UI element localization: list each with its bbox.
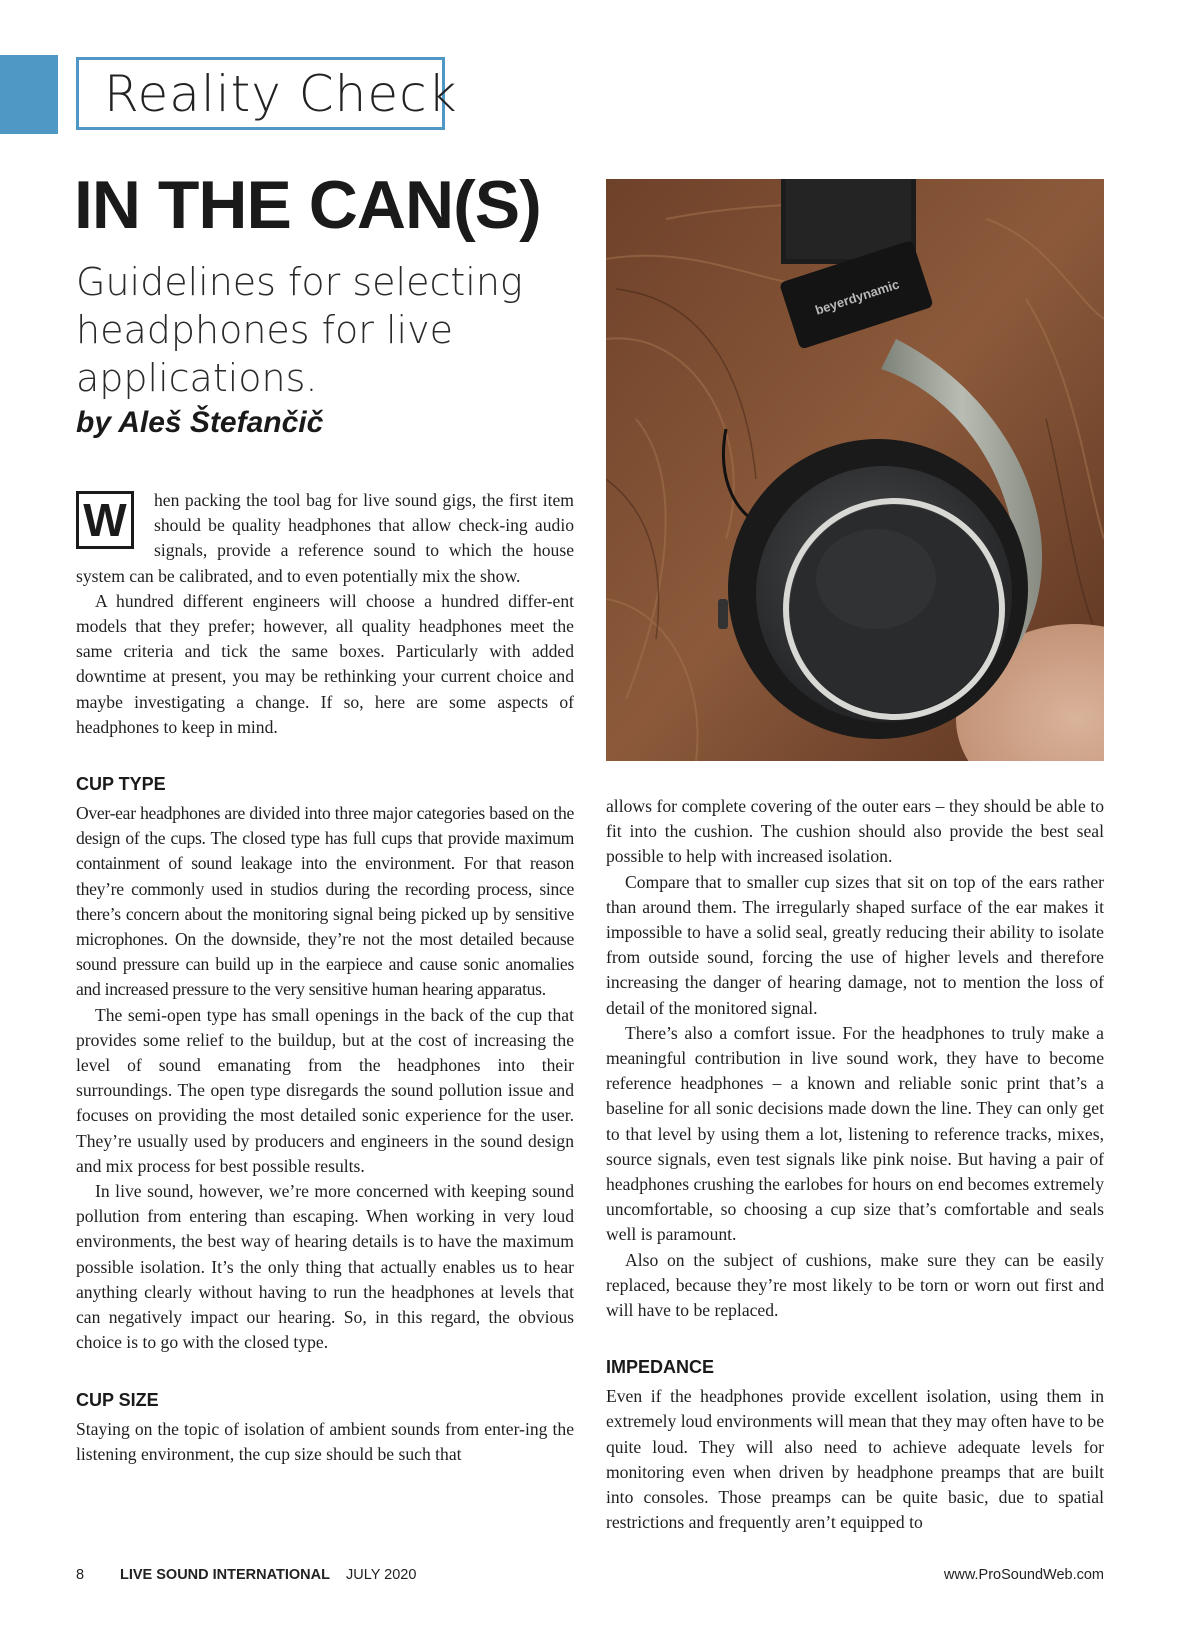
headphones-illustration xyxy=(606,179,1104,761)
cup-type-paragraph-2: The semi-open type has small openings in the back of the cup that provides some relief to the buildup, but at the cost of increasing the level of sound emanating from the headphones into their surroundings. The open type disregards the sound pollution issue and focuses on providing the most detailed sonic experience for the user. They’re usually used by producers and engineers in the sound design and mix process for best possible results. xyxy=(76,1004,574,1176)
cup-size-paragraph-3: There’s also a comfort issue. For the headphones to truly make a meaningful contribution in live sound work, they have to become reference headphones – a known and reliable sonic print that’s a baseline for all sonic decisions made down the line. They can only get to that level by using them a lot, listening to reference tracks, mixes, source signals, even test signals like pink noise. But having a pair of headphones crushing the earlobes for hours on end becomes extremely uncomfortable, so choosing a cup size that’s comfortable and seals well is paramount. xyxy=(606,1022,1104,1245)
impedance-paragraph-1: Even if the headphones provide excellent isolation, using them in extremely loud environments will mean that they may often have to be quite loud. They will also need to achieve adequate levels for monitoring even when driven by headphone preamps that are built into consoles. Those preamps can be quite basic, due to spatial restrictions and frequently aren’t equipped to xyxy=(606,1386,1104,1533)
drop-cap: W xyxy=(76,491,134,549)
article-title: IN THE CAN(S) xyxy=(74,167,541,243)
page-number: 8 xyxy=(76,1567,85,1583)
section-label: Reality Check xyxy=(76,57,445,130)
magazine-name: LIVE SOUND INTERNATIONAL xyxy=(120,1567,330,1583)
cup-size-paragraph-1: Staying on the topic of isolation of ambient sounds from enter-ing the listening environment, the cup size should be such that xyxy=(76,1418,574,1464)
section-color-tab xyxy=(0,55,58,134)
article-byline: by Aleš Štefančič xyxy=(76,406,324,439)
cup-type-paragraph-1: Over-ear headphones are divided into three major categories based on the design of the cups. The closed type has full cups that provide maximum containment of sound leakage into the environment. For that reason they’re commonly used in studios during the recording process, since there’s concern about the monitoring signal being picked up by sensitive microphones. On the downside, they’re not the most detailed because sound pressure can build up in the earpiece and cause sonic anomalies and increased pressure to the very sensitive human hearing apparatus. xyxy=(76,803,574,1000)
website-link[interactable]: www.ProSoundWeb.com xyxy=(943,1567,1104,1583)
issue-date: JULY 2020 xyxy=(346,1567,417,1583)
article-deck: Guidelines for selecting headphones for live applications. xyxy=(76,260,523,400)
intro-text: hen packing the tool bag for live sound gigs, the first item should be quality headphones that allow check-ing audio signals, provide a reference sound to which the house system can be calibrated, and to even potentially mix the show. xyxy=(76,490,574,586)
cup-size-paragraph-1-continued: allows for complete covering of the outer ears – they should be able to fit into the cushion. The cushion should also provide the best seal possible to help with increased isolation. xyxy=(606,796,1104,867)
intro-paragraph xyxy=(76,488,574,589)
cup-size-paragraph-4: Also on the subject of cushions, make sure they can be easily replaced, because they’re most likely to be torn or worn out first and will have to be replaced. xyxy=(606,1249,1104,1321)
brand-logo-text: beyerdynamic xyxy=(813,276,902,318)
cup-size-heading: CUP SIZE xyxy=(76,1389,159,1410)
article-column-left xyxy=(76,488,574,1467)
impedance-heading: IMPEDANCE xyxy=(606,1357,715,1378)
cup-size-paragraph-2: Compare that to smaller cup sizes that sit on top of the ears rather than around them. The irregularly shaped surface of the ear makes it impossible to have a solid seal, greatly reducing their ability to isolate from outside sound, forcing the use of higher levels and therefore increasing the danger of hearing damage, not to mention the loss of detail of the monitored signal. xyxy=(606,871,1104,1018)
article-column-right xyxy=(606,794,1104,1535)
cup-type-heading: CUP TYPE xyxy=(76,774,166,795)
cup-type-paragraph-3: In live sound, however, we’re more concerned with keeping sound pollution from entering than escaping. When working in very loud environments, the best way of hearing details is to have the maximum possible isolation. It’s the only thing that actually enables us to hear anything clearly without having to run the headphones at levels that can negatively impact our hearing. So, in this regard, the obvious choice is to go with the closed type. xyxy=(76,1181,574,1353)
page-footer xyxy=(76,1567,1104,1589)
headphones-photo xyxy=(606,179,1104,761)
intro-paragraph-2: A hundred different engineers will choose a hundred differ-ent models that they prefer; however, all quality headphones meet the same criteria and tick the same boxes. Particularly with added downtime at present, you may be rethinking your current choice and maybe investigating a change. If so, here are some aspects of headphones to keep in mind. xyxy=(76,590,574,737)
